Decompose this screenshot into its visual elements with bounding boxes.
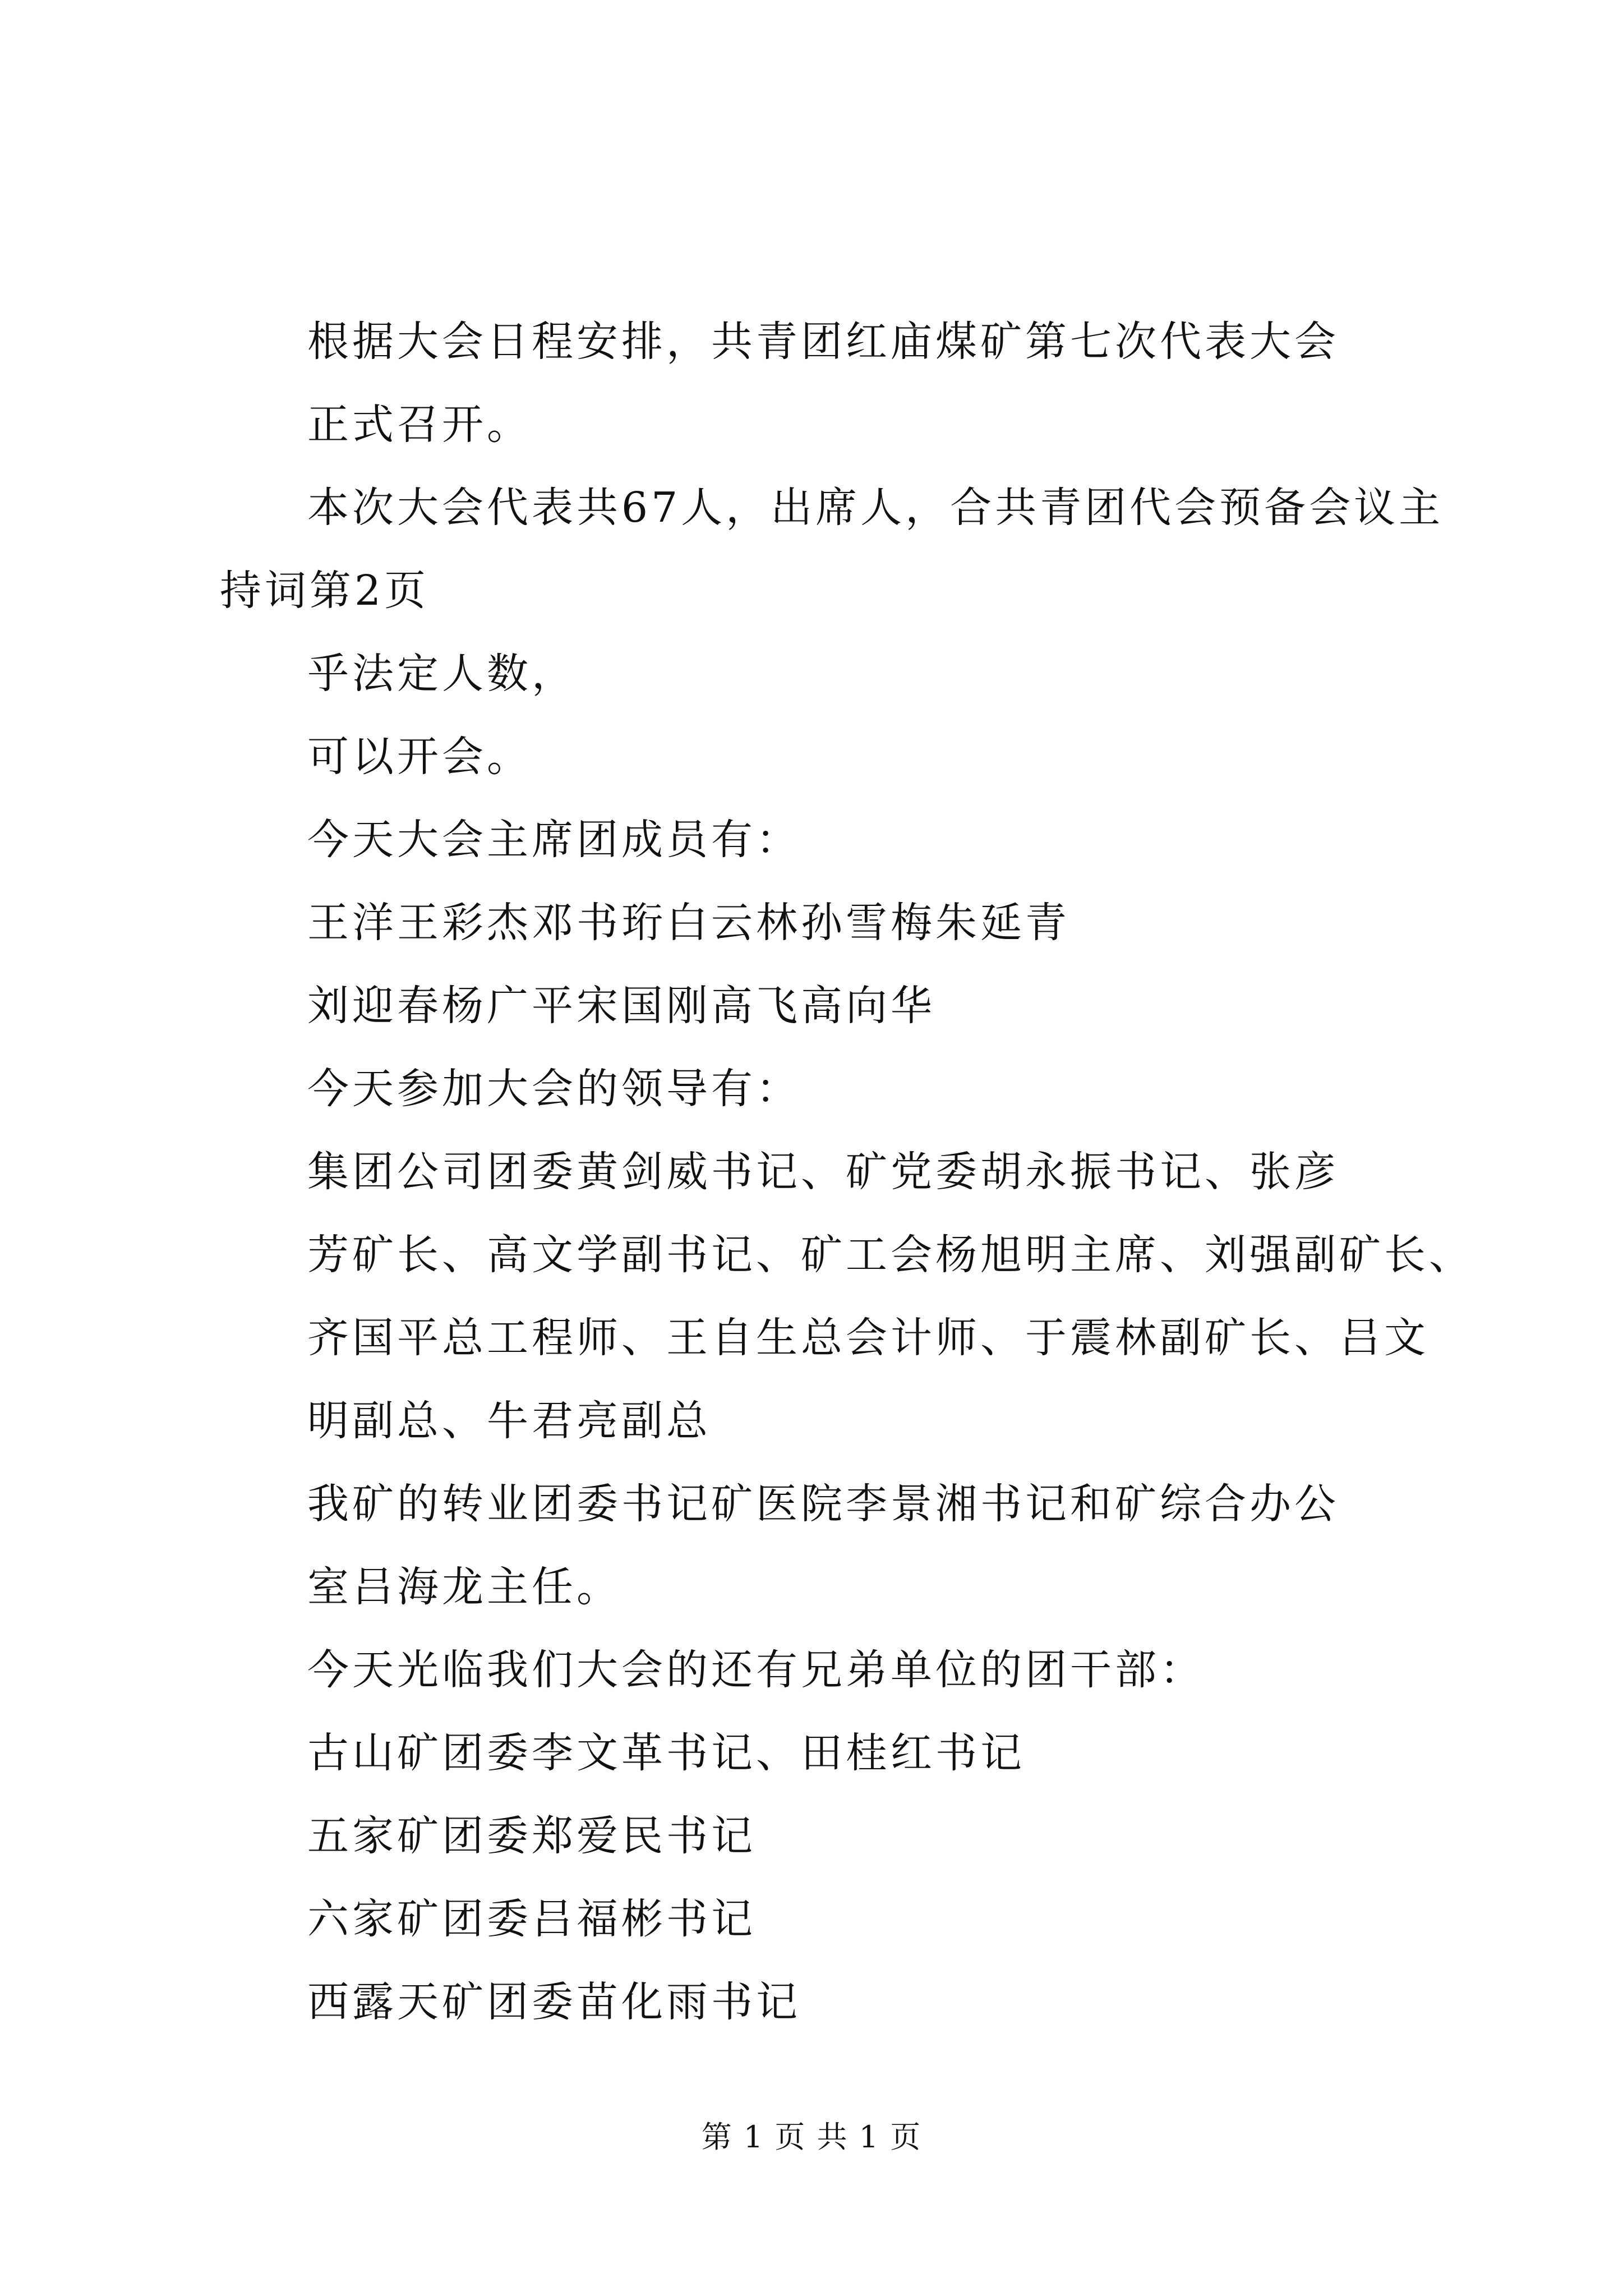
page-footer: 第 1 页 共 1 页	[701, 2119, 922, 2155]
text-line: 正式召开。	[307, 401, 532, 449]
text-line: 我矿的转业团委书记矿医院李景湘书记和矿综合办公	[307, 1480, 1339, 1528]
text-line: 古山矿团委李文革书记、田桂红书记	[307, 1729, 1025, 1777]
text-line: 持词第2页	[220, 567, 430, 615]
text-line: 王洋王彩杰邓书珩白云林孙雪梅朱延青	[307, 899, 1070, 947]
text-line: 本次大会代表共67人，出席人，合共青团代会预备会议主	[307, 484, 1444, 532]
text-line: 室吕海龙主任。	[307, 1563, 621, 1611]
text-line: 根据大会日程安排，共青团红庙煤矿第七次代表大会	[307, 318, 1339, 366]
text-line: 今天大会主席团成员有：	[307, 816, 801, 864]
text-line: 集团公司团委黄剑威书记、矿党委胡永振书记、张彦	[307, 1148, 1339, 1196]
text-line: 乎法定人数，	[307, 650, 577, 698]
document-body	[0, 300, 1623, 2044]
text-line: 芳矿长、高文学副书记、矿工会杨旭明主席、刘强副矿长、	[307, 1231, 1474, 1279]
text-line: 今天参加大会的领导有：	[307, 1065, 801, 1113]
text-line: 西露天矿团委苗化雨书记	[307, 1978, 801, 2026]
text-line: 刘迎春杨广平宋国刚高飞高向华	[307, 982, 935, 1030]
text-line: 明副总、牛君亮副总	[307, 1397, 711, 1445]
text-line: 可以开会。	[307, 733, 532, 781]
text-line: 齐国平总工程师、王自生总会计师、于震林副矿长、吕文	[307, 1314, 1429, 1362]
text-line: 今天光临我们大会的还有兄弟单位的团干部：	[307, 1646, 1205, 1694]
text-line: 六家矿团委吕福彬书记	[307, 1895, 756, 1943]
text-line: 五家矿团委郑爱民书记	[307, 1812, 756, 1860]
